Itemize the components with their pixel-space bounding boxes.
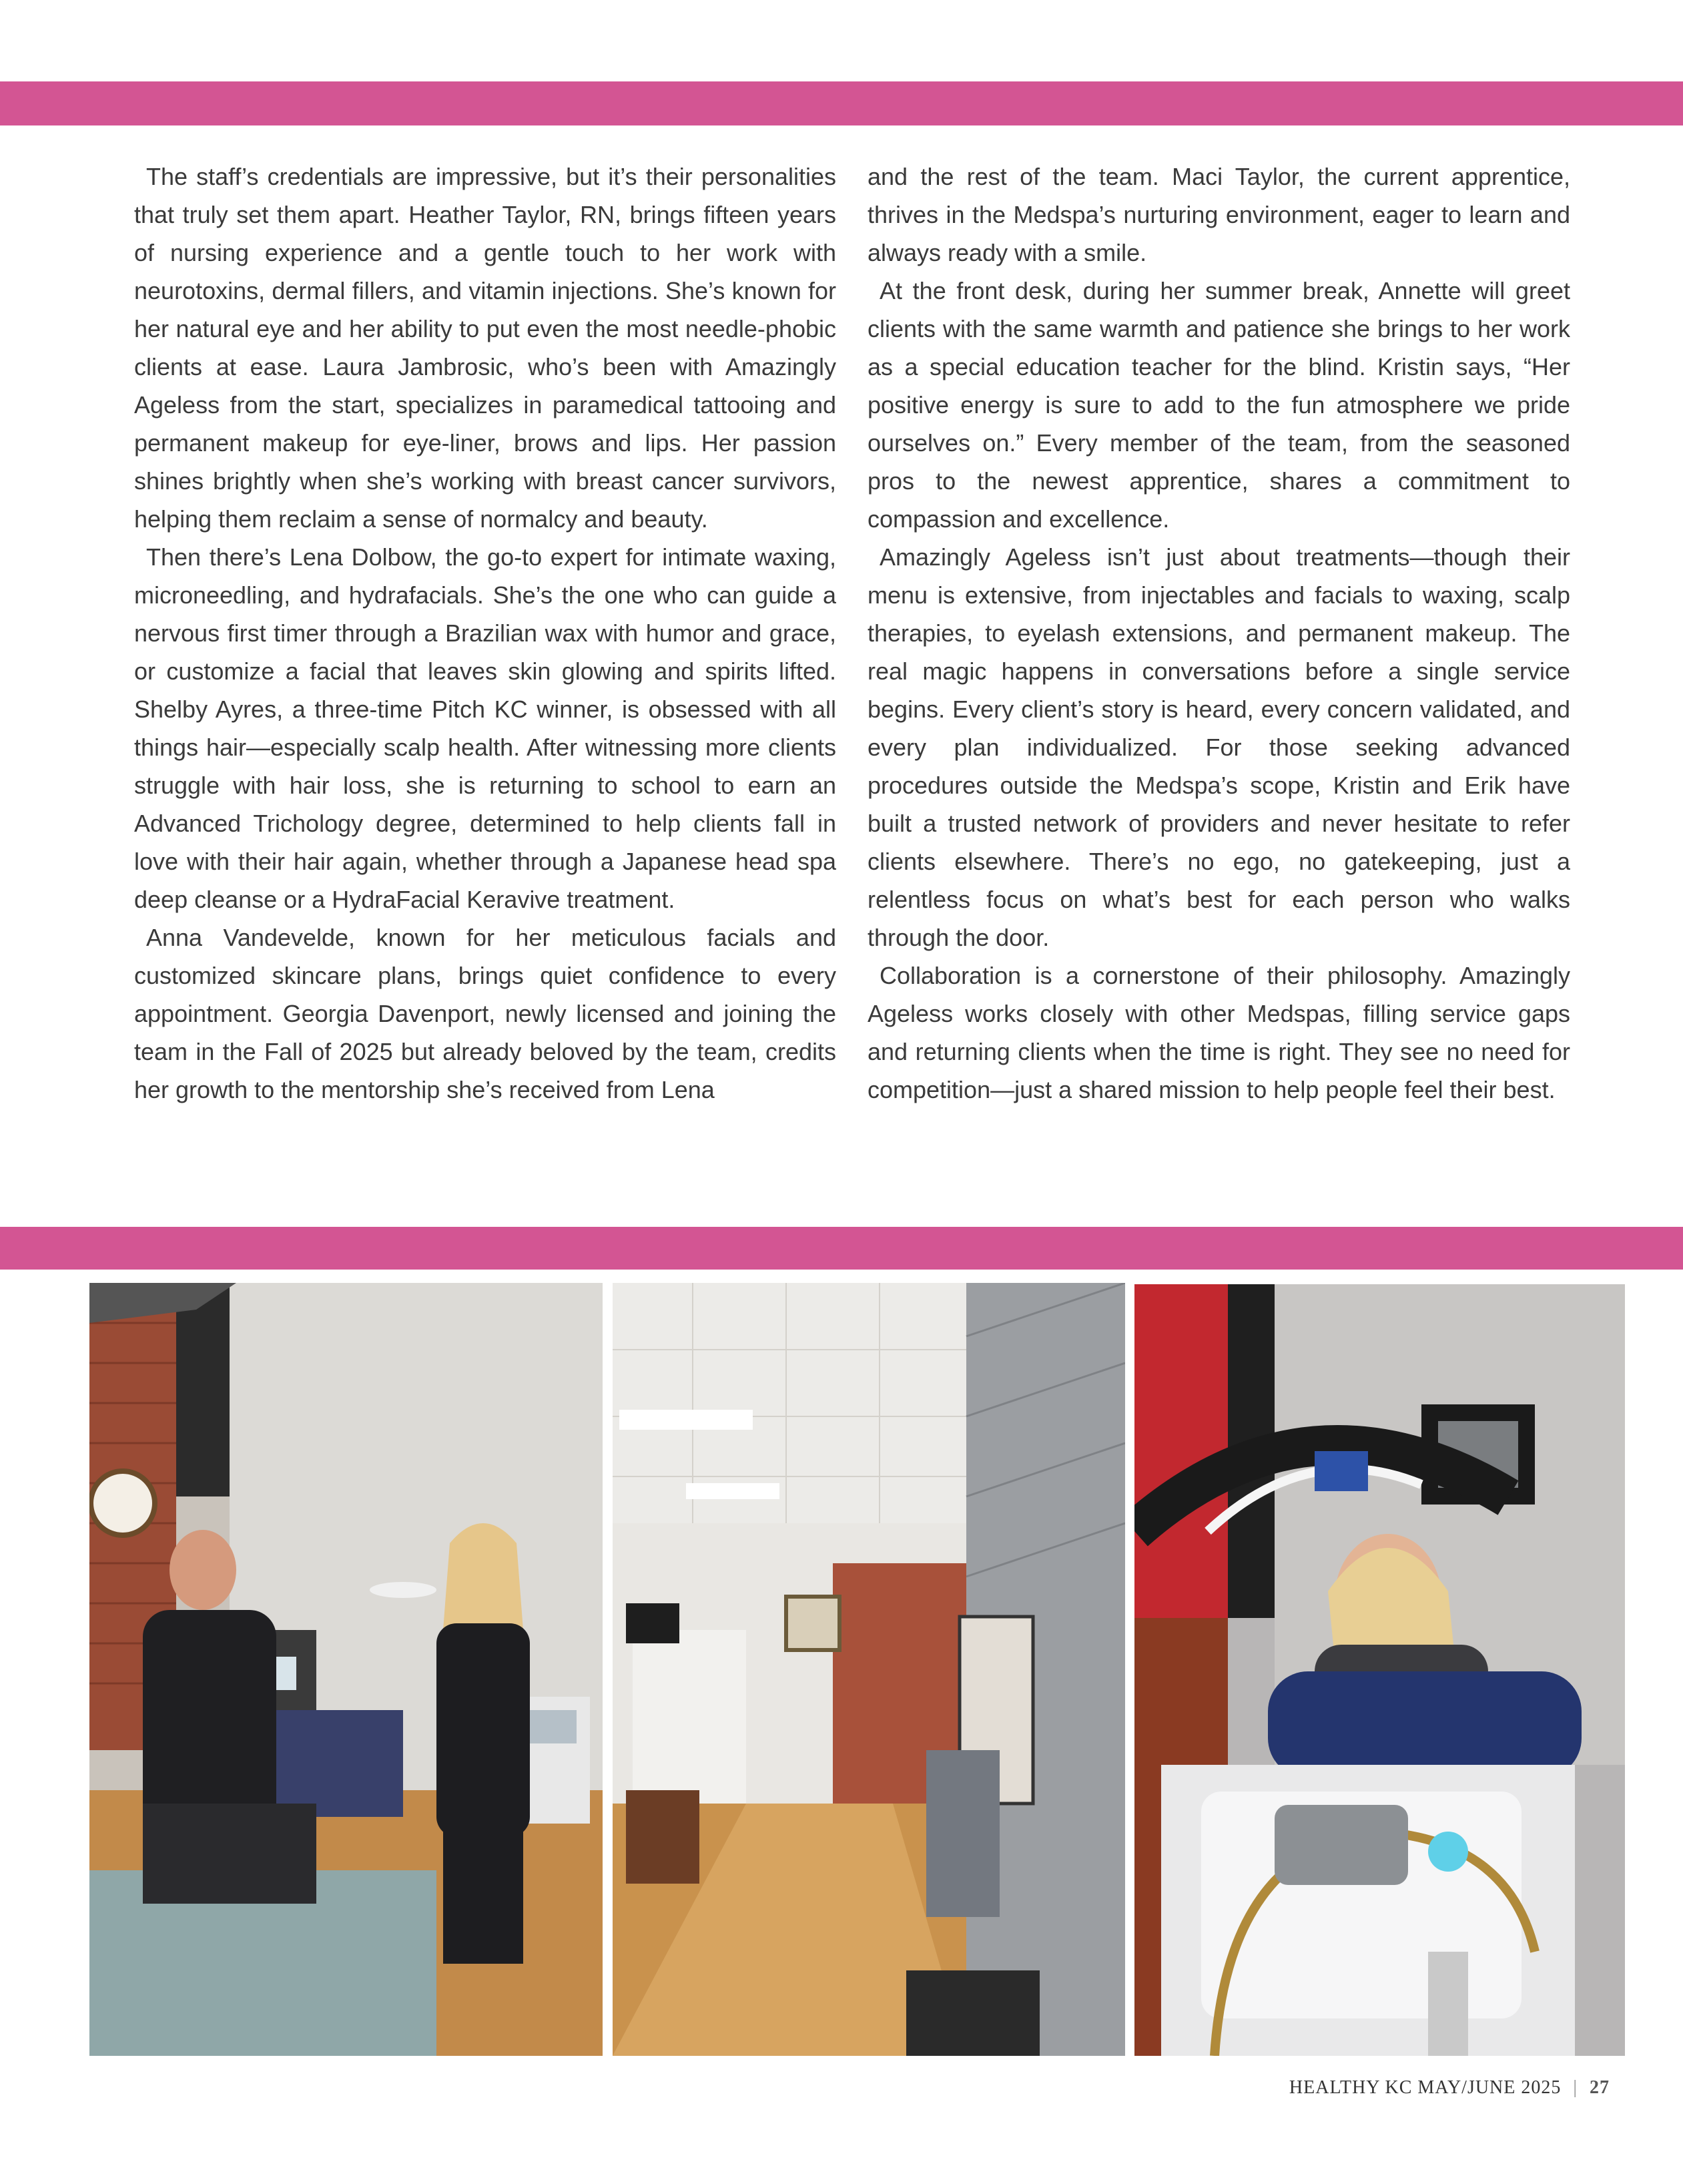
article-left-column	[134, 158, 836, 1109]
left-paragraph-2: Then there’s Lena Dolbow, the go-to expert for intimate waxing, microneedling, and hydrafacials. She’s the one who can guide a nervous first timer through a Brazilian wax with humor and grace, or customize a facial that leaves skin glowing and spirits lifted. Shelby Ayres, a three-time Pitch KC winner, is obsessed with all things hair—especially scalp health. After witnessing more clients struggle with hair loss, she is returning to school to earn an Advanced Trichology degree, determined to help clients fall in love with their hair again, whether through a Japanese head spa deep cleanse or a HydraFacial Keravive treatment.	[134, 543, 836, 913]
photo-hallway	[613, 1283, 1125, 2056]
left-paragraph-1: The staff’s credentials are impressive, but it’s their personalities that truly set them apart. Heather Taylor, RN, brings fifteen years of nursing experience and a gentle touch to her work with neurotoxins, dermal fillers, and vitamin injections. She’s known for her natural eye and her ability to put even the most needle-phobic clients at ease. Laura Jambrosic, who’s been with Amazingly Ageless from the start, specializes in paramedical tattooing and permanent makeup for eye-liner, brows and lips. Her passion shines brightly when she’s working with breast cancer survivors, helping them reclaim a sense of normalcy and beauty.	[134, 163, 836, 533]
page-number: 27	[1590, 2077, 1610, 2098]
right-paragraph-1: At the front desk, during her summer break, Annette will greet clients with the same warmth and patience she brings to her work as a special education teacher for the blind. Kristin says, “Her positive energy is sure to add to the fun atmosphere we pride ourselves on.” Every member of the team, from the seasoned pros to the newest apprentice, shares a commitment to compassion and excellence.	[868, 277, 1570, 533]
left-paragraph-3: Anna Vandevelde, known for her meticulous facials and customized skincare plans, brings quiet confidence to every appointment. Georgia Davenport, newly licensed and joining the team in the Fall of 2025 but already beloved by the team, credits her growth to the mentorship she’s received from Lena	[134, 924, 836, 1103]
footer-separator: |	[1573, 2077, 1578, 2098]
publication-name: HEALTHY KC	[1289, 2077, 1413, 2098]
photo-treatment-room	[89, 1283, 603, 2056]
right-paragraph-2: Amazingly Ageless isn’t just about treatments—though their menu is extensive, from injectables and facials to waxing, scalp therapies, to eyelash extensions, and permanent makeup. The real magic happens in conversations before a single service begins. Every client’s story is heard, every concern validated, and every plan individualized. For those seeking advanced procedures outside the Medspa’s scope, Kristin and Erik have built a trusted network of providers and never hesitate to refer clients elsewhere. There’s no ego, no gatekeeping, just a relentless focus on what’s best for each person who walks through the door.	[868, 543, 1570, 951]
top-accent-band	[0, 81, 1683, 125]
page-footer	[1289, 2077, 1610, 2099]
middle-accent-band	[0, 1227, 1683, 1270]
right-paragraph-continued: and the rest of the team. Maci Taylor, the current apprentice, thrives in the Medspa’s nurturing environment, eager to learn and always ready with a smile.	[868, 163, 1570, 266]
article-right-column	[868, 158, 1570, 1109]
issue-date: MAY/JUNE 2025	[1417, 2077, 1562, 2098]
photo-scalp-treatment	[1134, 1284, 1625, 2056]
right-paragraph-3: Collaboration is a cornerstone of their philosophy. Amazingly Ageless works closely with other Medspas, filling service gaps and returning clients when the time is right. They see no need for competition—just a shared mission to help people feel their best.	[868, 962, 1570, 1103]
